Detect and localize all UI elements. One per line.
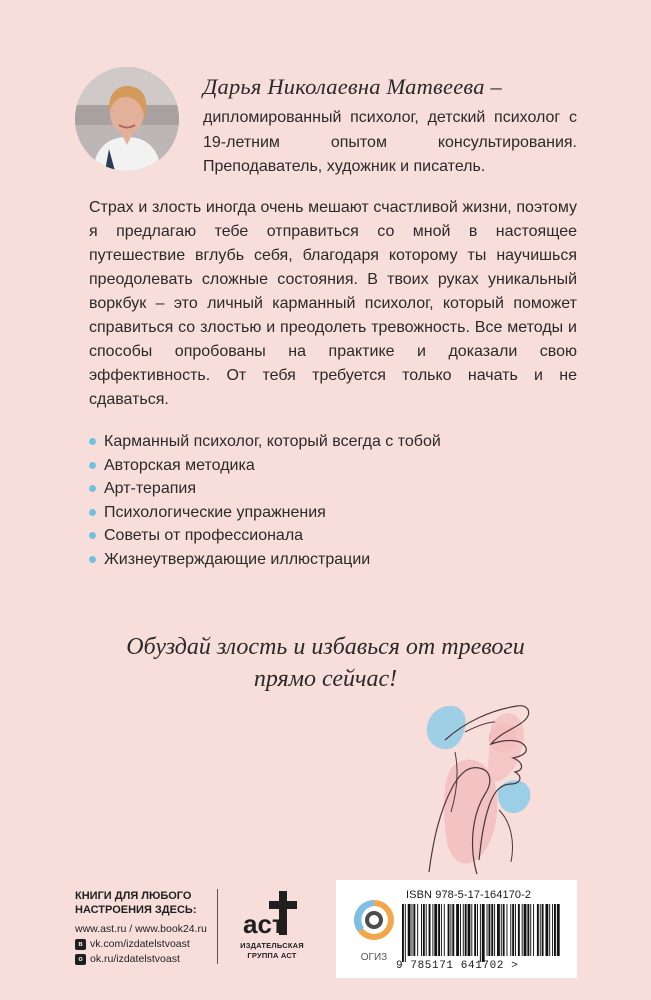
barcode-bar (487, 904, 488, 956)
feature-item: Советы от профессионала (89, 524, 569, 548)
barcode-bar (524, 904, 527, 956)
websites-text[interactable]: www.ast.ru / www.book24.ru (75, 923, 207, 935)
vk-link[interactable]: vk.com/izdatelstvoast (90, 938, 190, 950)
vk-icon: в (75, 939, 86, 950)
promo-divider (217, 889, 218, 964)
promo-websites[interactable] (75, 922, 215, 937)
barcode-bar (429, 904, 431, 956)
barcode-bar (456, 904, 459, 956)
barcode-bar (540, 904, 541, 956)
barcode-bar (482, 904, 485, 962)
barcode-bar (503, 904, 505, 956)
barcode-bar (468, 904, 471, 956)
barcode-bar (432, 904, 433, 956)
barcode-bar (441, 904, 442, 956)
promo-title-line-2: НАСТРОЕНИЯ ЗДЕСЬ: (75, 904, 197, 916)
barcode-bar (494, 904, 495, 956)
hands-illustration (395, 682, 570, 877)
barcode-bar (413, 904, 415, 956)
feature-item: Психологические упражнения (89, 501, 569, 525)
barcode-bar (477, 904, 478, 956)
barcode-bar (463, 904, 464, 956)
author-bio: дипломированный психолог, детский психолог с 19-летним опытом консультирования. Преподаватель, художник и писатель. (203, 109, 577, 175)
barcode-bar (518, 904, 520, 956)
slogan-line-1: Обуздай злость и избавься от тревоги (126, 634, 525, 660)
barcode-bar (554, 904, 556, 956)
barcode-bar (552, 904, 553, 956)
isbn-label: ISBN 978-5-17-164170-2 (406, 889, 532, 901)
publisher-caption-line-1: ИЗДАТЕЛЬСКАЯ (240, 941, 304, 950)
ok-link[interactable]: ok.ru/izdatelstvoast (90, 953, 180, 965)
barcode-bar (471, 904, 472, 956)
publisher-logo (232, 887, 312, 967)
ok-icon: о (75, 954, 86, 965)
barcode-bar (510, 904, 511, 956)
barcode-bar (444, 904, 445, 956)
promo-title-line-1: КНИГИ ДЛЯ ЛЮБОГО (75, 890, 192, 902)
barcode-bar (501, 904, 502, 956)
promo-vk[interactable] (75, 937, 215, 952)
publisher-caption-line-2: ГРУППА АСТ (247, 951, 297, 960)
barcode (402, 904, 562, 962)
barcode-bar (450, 904, 451, 956)
barcode-bar (408, 904, 411, 956)
author-portrait-graphic (75, 67, 179, 171)
ast-logo-icon (239, 887, 305, 941)
promo-ok[interactable] (75, 952, 215, 967)
barcode-bar (533, 904, 534, 956)
barcode-bar (426, 904, 427, 956)
ast-logo-text: аст (243, 909, 285, 939)
barcode-bar (512, 904, 514, 956)
barcode-bar (405, 904, 406, 962)
barcode-bar (530, 904, 531, 956)
barcode-bar (452, 904, 454, 956)
feature-item: Карманный психолог, который всегда с тобой (89, 430, 569, 454)
barcode-bar (438, 904, 440, 956)
book-description: Страх и злость иногда очень мешают счастливой жизни, поэтому я предлагаю тебе отправиться со мной в настоящее путешествие вглубь себя, благодаря которому ты научишься преодолевать сложные состояния. В твоих руках уникальный воркбук – это личный карманный психолог, который поможет справиться со злостью и преодолеть тревожность. Все методы и способы опробованы на практике и доказали свою эффективность. От тебя требуется только начать и не сдаваться. (89, 199, 577, 408)
barcode-bar (497, 904, 500, 956)
barcode-bar (522, 904, 523, 956)
isbn-box (336, 880, 577, 978)
barcode-bar (448, 904, 450, 956)
barcode-bar (515, 904, 516, 956)
barcode-bar (474, 904, 476, 956)
barcode-digits: 9 785171 641702 > (396, 960, 519, 972)
promo-block (75, 889, 215, 967)
feature-item: Жизнеутверждающие иллюстрации (89, 548, 569, 572)
barcode-bar (557, 904, 560, 956)
slogan-line-2: прямо сейчас! (253, 666, 398, 692)
barcode-bar (507, 904, 508, 956)
barcode-bar (549, 904, 550, 956)
barcode-bar (488, 904, 490, 956)
barcode-bar (527, 904, 529, 956)
barcode-bar (542, 904, 544, 956)
feature-list (89, 430, 569, 572)
barcode-bar (491, 904, 493, 956)
barcode-bar (423, 904, 425, 956)
author-name: Дарья Николаевна Матвеева – (203, 74, 502, 99)
feature-item: Арт-терапия (89, 477, 569, 501)
barcode-bar (480, 904, 481, 962)
barcode-bar (417, 904, 418, 956)
ogiz-logo-icon (350, 894, 398, 970)
feature-item: Авторская методика (89, 454, 569, 478)
barcode-bar (421, 904, 422, 956)
ogiz-text: ОГИЗ (360, 952, 388, 963)
author-photo (75, 67, 179, 171)
barcode-bar (412, 904, 413, 956)
barcode-bar (537, 904, 539, 956)
barcode-bar (460, 904, 461, 956)
barcode-bar (545, 904, 548, 956)
barcode-bar (434, 904, 437, 956)
barcode-bar (402, 904, 404, 962)
barcode-bar (465, 904, 467, 956)
